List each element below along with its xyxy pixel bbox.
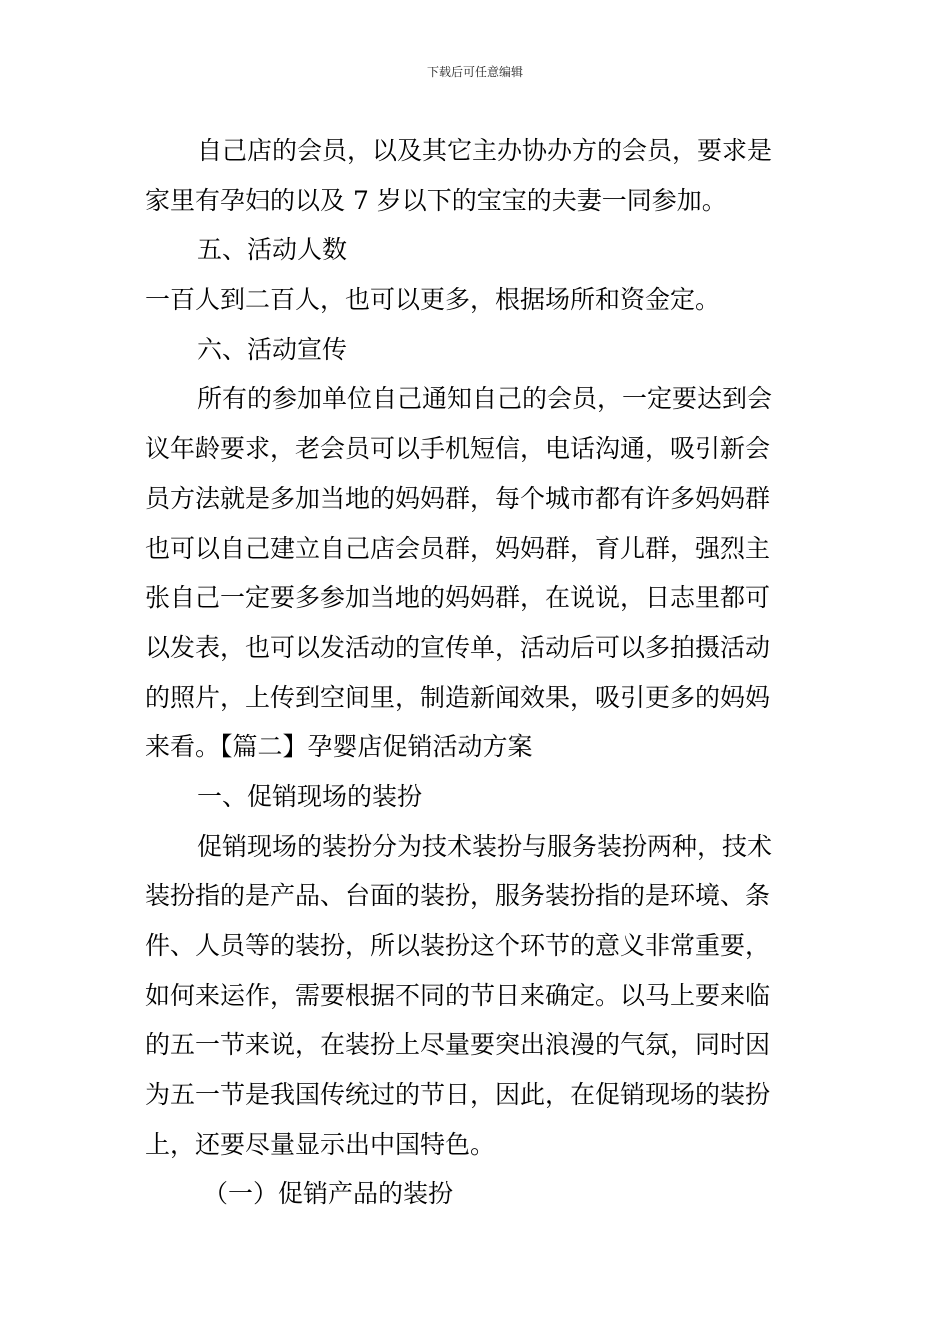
paragraph-line: 装扮指的是产品、台面的装扮，服务装扮指的是环境、条 bbox=[145, 881, 771, 911]
paragraph-line: 也可以自己建立自己店会员群，妈妈群，育儿群，强烈主 bbox=[145, 533, 771, 563]
page-header: 下载后可任意编辑 bbox=[426, 65, 523, 79]
paragraph-line: 所有的参加单位自己通知自己的会员，一定要达到会 bbox=[197, 384, 773, 414]
paragraph-line: 促销现场的装扮分为技术装扮与服务装扮两种，技术 bbox=[197, 831, 773, 861]
subsection-heading: （一）促销产品的装扮 bbox=[203, 1179, 454, 1209]
paragraph-line: 张自己一定要多参加当地的妈妈群，在说说，日志里都可 bbox=[145, 583, 771, 613]
document-body bbox=[145, 126, 810, 1219]
section-heading: 六、活动宣传 bbox=[197, 334, 348, 364]
paragraph-line: 自己店的会员，以及其它主办协办方的会员，要求是 bbox=[197, 136, 773, 165]
paragraph-line: 一百人到二百人，也可以更多，根据场所和资金定。 bbox=[145, 285, 721, 315]
paragraph-line: 来看。【篇二】孕婴店促销活动方案 bbox=[145, 732, 533, 762]
paragraph-line: 件、人员等的装扮，所以装扮这个环节的意义非常重要， bbox=[145, 931, 771, 960]
paragraph-line: 如何来运作，需要根据不同的节日来确定。以马上要来临 bbox=[145, 980, 771, 1010]
section-heading: 一、促销现场的装扮 bbox=[197, 781, 423, 811]
paragraph-line: 员方法就是多加当地的妈妈群，每个城市都有许多妈妈群 bbox=[145, 483, 771, 513]
section-heading: 五、活动人数 bbox=[197, 235, 348, 265]
paragraph-line: 为五一节是我国传统过的节日，因此，在促销现场的装扮 bbox=[145, 1080, 771, 1110]
paragraph-line: 的照片，上传到空间里，制造新闻效果，吸引更多的妈妈 bbox=[145, 682, 771, 712]
paragraph-line: 议年龄要求，老会员可以手机短信，电话沟通，吸引新会 bbox=[145, 434, 771, 464]
paragraph-line: 以发表，也可以发活动的宣传单，活动后可以多拍摄活动 bbox=[145, 632, 771, 662]
paragraph-line: 家里有孕妇的以及 7 岁以下的宝宝的夫妻一同参加。 bbox=[145, 185, 727, 215]
paragraph-line: 的五一节来说，在装扮上尽量要突出浪漫的气氛，同时因 bbox=[145, 1030, 771, 1060]
paragraph-line: 上，还要尽量显示出中国特色。 bbox=[145, 1129, 496, 1159]
